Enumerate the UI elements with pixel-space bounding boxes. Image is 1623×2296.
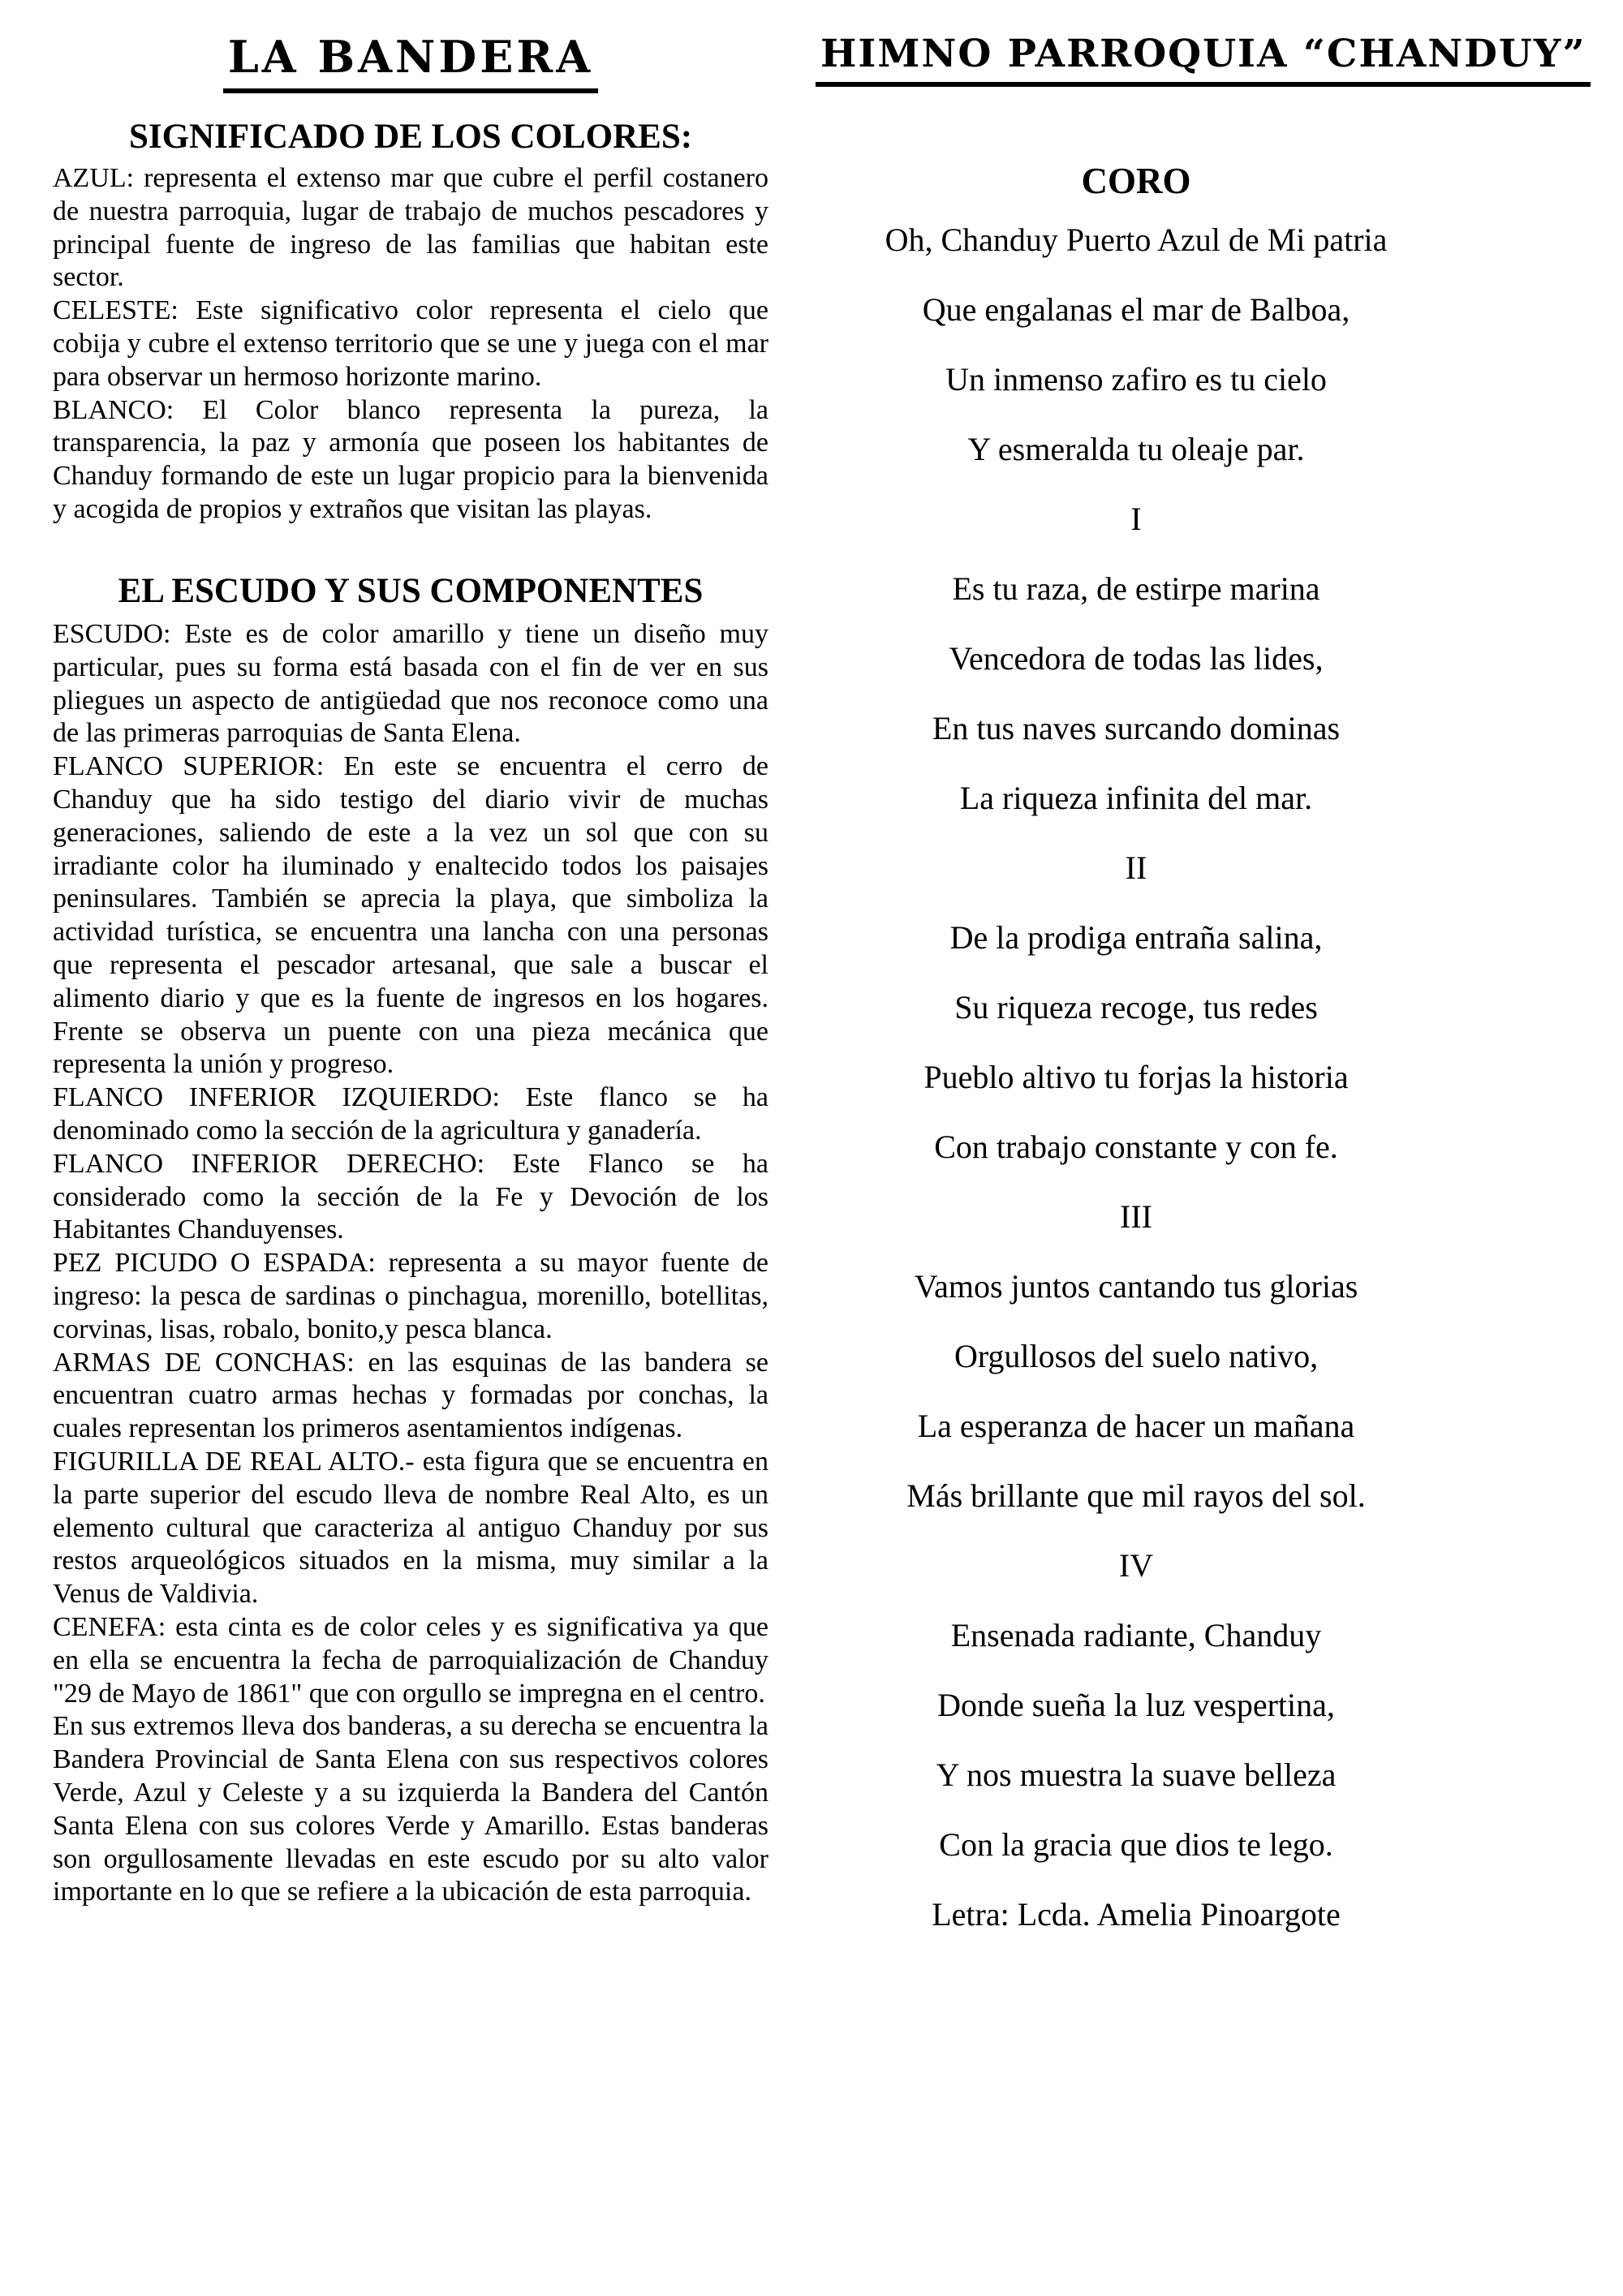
- body-paragraph: FIGURILLA DE REAL ALTO.- esta figura que se encuentra en la parte superior del escudo lleva de nombre Real Alto, es un elemento cultural que caracteriza al antiguo Chanduy por sus restos arqueológicos situados en la misma, muy similar a la Venus de Valdivia.: [53, 1446, 768, 1610]
- hymn-line: Y esmeralda tu oleaje par.: [967, 430, 1305, 467]
- right-title-wrap: [816, 32, 1586, 87]
- hymn-line: Es tu raza, de estirpe marina: [952, 570, 1320, 607]
- left-column: [53, 31, 768, 1909]
- body-paragraph: FLANCO INFERIOR IZQUIERDO: Este flanco se ha denominado como la sección de la agricultura y ganadería.: [53, 1082, 768, 1146]
- body-paragraph: ESCUDO: Este es de color amarillo y tiene un diseño muy particular, pues su forma está basada con el fin de ver en sus pliegues un aspecto de antigüedad que nos reconoce como una de las primeras parroquias de Santa Elena.: [53, 619, 768, 749]
- hymn-line: II: [1125, 849, 1147, 886]
- hymn-line: De la prodiga entraña salina,: [949, 918, 1323, 956]
- hymn-line: Con trabajo constante y con fe.: [934, 1128, 1338, 1165]
- left-column-title: LA BANDERA: [223, 34, 598, 93]
- hymn-line: Vamos juntos cantando tus glorias: [914, 1267, 1358, 1305]
- hymn-line: Y nos muestra la suave belleza: [936, 1756, 1337, 1793]
- body-paragraph: CENEFA: esta cinta es de color celes y es significativa ya que en ella se encuentra la fecha de parroquialización de Chanduy "29 de Mayo de 1861" que con orgullo se impregna en el centro.: [53, 1611, 768, 1709]
- hymn-line: Oh, Chanduy Puerto Azul de Mi patria: [885, 221, 1388, 258]
- body-paragraph: BLANCO: El Color blanco representa la pureza, la transparencia, la paz y armonía que poseen los habitantes de Chanduy formando de este un lugar propicio para la bienvenida y acogida de propios y extraños que visitan las playas.: [53, 394, 768, 524]
- hymn-line: IV: [1118, 1546, 1154, 1584]
- colors-section-paragraphs: [53, 162, 768, 527]
- left-title-wrap: [53, 31, 768, 93]
- shield-section-heading: EL ESCUDO Y SUS COMPONENTES: [118, 571, 704, 610]
- colors-section-heading: SIGNIFICADO DE LOS COLORES:: [128, 117, 693, 156]
- coro-heading: CORO: [1081, 161, 1191, 202]
- hymn-line: Pueblo altivo tu forjas la historia: [923, 1058, 1349, 1095]
- body-paragraph: AZUL: representa el extenso mar que cubre el perfil costanero de nuestra parroquia, lugar de trabajo de muchos pescadores y principal fuente de ingreso de las familias que habitan este sector.: [53, 162, 768, 293]
- body-paragraph: FLANCO INFERIOR DERECHO: Este Flanco se ha considerado como la sección de la Fe y Devoción de los Habitantes Chanduyenses.: [53, 1148, 768, 1245]
- hymn-line: III: [1120, 1197, 1152, 1235]
- hymn-line: Más brillante que mil rayos del sol.: [906, 1477, 1366, 1514]
- body-paragraph: ARMAS DE CONCHAS: en las esquinas de las bandera se encuentran cuatro armas hechas y formadas por conchas, la cuales representan los primeros asentamientos indígenas.: [53, 1347, 768, 1444]
- hymn-lines: [816, 205, 1457, 1950]
- body-paragraph: En sus extremos lleva dos banderas, a su derecha se encuentra la Bandera Provincial de Santa Elena con sus respectivos colores Verde, Azul y Celeste y a su izquierda la Bandera del Cantón Santa Elena con sus colores Verde y Amarillo. Estas banderas son orgullosamente llevadas en este escudo por su alto valor importante en lo que se refiere a la ubicación de esta parroquia.: [53, 1711, 768, 1907]
- hymn-line: Su riqueza recoge, tus redes: [954, 988, 1318, 1025]
- body-paragraph: CELESTE: Este significativo color representa el cielo que cobija y cubre el extenso territorio que se une y juega con el mar para observar un hermoso horizonte marino.: [53, 295, 768, 392]
- hymn-line: Con la gracia que dios te lego.: [939, 1825, 1333, 1863]
- body-paragraph: PEZ PICUDO O ESPADA: representa a su mayor fuente de ingreso: la pesca de sardinas o pinchagua, morenillo, botellitas, corvinas, lisas, robalo, bonito,y pesca blanca.: [53, 1248, 768, 1344]
- hymn-line: Un inmenso zafiro es tu cielo: [945, 360, 1327, 398]
- body-paragraph: FLANCO SUPERIOR: En este se encuentra el cerro de Chanduy que ha sido testigo del diario vivir de muchas generaciones, saliendo de este a la vez un sol que con su irradiante color ha iluminado y enaltecido todos los paisajes peninsulares. También se aprecia la playa, que simboliza la actividad turística, se encuentra una lancha con una personas que representa el pescador artesanal, que sale a buscar el alimento diario y que es la fuente de ingresos en los hogares. Frente se observa un puente con una pieza mecánica que representa la unión y progreso.: [53, 751, 768, 1080]
- hymn-line: Vencedora de todas las lides,: [949, 639, 1324, 677]
- hymn-line: En tus naves surcando dominas: [932, 709, 1341, 746]
- hymn-line: La esperanza de hacer un mañana: [917, 1407, 1355, 1444]
- hymn-line: Ensenada radiante, Chanduy: [950, 1616, 1322, 1653]
- hymn-line: I: [1130, 500, 1142, 537]
- hymn-line: Orgullosos del suelo nativo,: [954, 1337, 1319, 1374]
- hymn-line: Donde sueña la luz vespertina,: [937, 1686, 1335, 1723]
- hymn-line: Letra: Lcda. Amelia Pinoargote: [932, 1895, 1341, 1933]
- right-column: [816, 32, 1586, 1950]
- right-column-title: HIMNO PARROQUIA “CHANDUY”: [816, 34, 1591, 87]
- hymn-line: Que engalanas el mar de Balboa,: [922, 290, 1350, 328]
- hymn-line: La riqueza infinita del mar.: [959, 779, 1313, 816]
- shield-section-paragraphs: [53, 618, 768, 1909]
